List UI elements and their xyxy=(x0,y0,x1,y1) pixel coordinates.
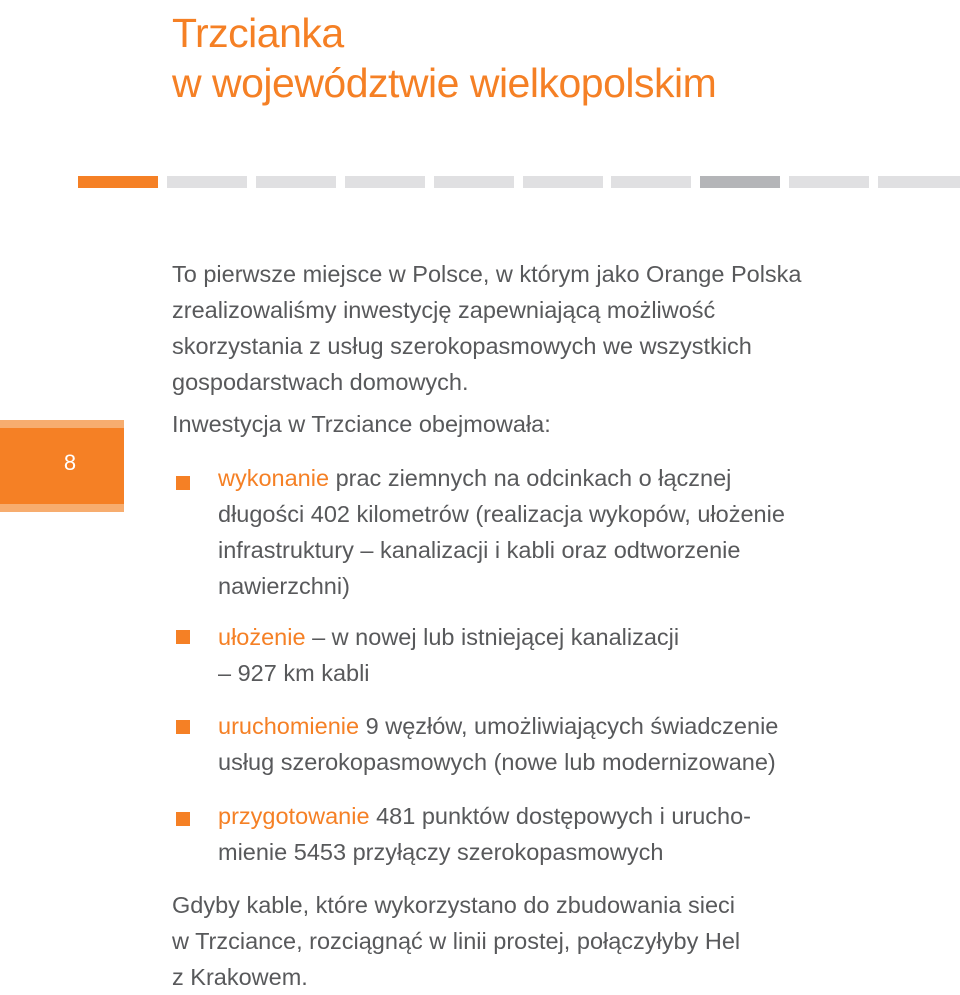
list-item: uruchomienie 9 węzłów, umożliwiających świadczenie usług szerokopasmowych (nowe lub modernizowane) xyxy=(218,713,779,775)
list-item-keyword: uruchomienie xyxy=(218,713,360,739)
page-title xyxy=(172,8,716,108)
progress-segment xyxy=(167,176,247,188)
bullet-marker xyxy=(176,630,190,644)
progress-segment-current xyxy=(700,176,780,188)
bullet-marker xyxy=(176,720,190,734)
list-item-keyword: wykonanie xyxy=(218,465,330,491)
closing-line: z Krakowem. xyxy=(172,964,308,990)
list-item-keyword: przygotowanie xyxy=(218,803,370,829)
progress-segment xyxy=(434,176,514,188)
closing-line: w Trzciance, rozciągnąć w linii prostej, połączyłyby Hel xyxy=(172,928,741,954)
intro-line: skorzystania z usług szerokopasmowych we wszystkich xyxy=(172,333,752,359)
closing-paragraph xyxy=(172,887,740,995)
progress-segment xyxy=(611,176,691,188)
bullet-marker xyxy=(176,812,190,826)
list-item: ułożenie – w nowej lub istniejącej kanalizacji – 927 km kabli xyxy=(218,624,680,686)
list-item: przygotowanie 481 punktów dostępowych i urucho- mienie 5453 przyłączy szerokopasmowych xyxy=(218,803,751,865)
intro-line: To pierwsze miejsce w Polsce, w którym jako Orange Polska xyxy=(172,261,802,287)
intro-line: zrealizowaliśmy inwestycję zapewniającą możliwość xyxy=(172,297,716,323)
progress-segment xyxy=(878,176,960,188)
bullet-marker xyxy=(176,476,190,490)
progress-segment xyxy=(789,176,869,188)
progress-segment xyxy=(345,176,425,188)
intro-paragraph xyxy=(172,256,802,400)
title-line-2: w województwie wielkopolskim xyxy=(172,60,717,106)
intro-line: gospodarstwach domowych. xyxy=(172,369,469,395)
list-item-keyword: ułożenie xyxy=(218,624,306,650)
list-lead: Inwestycja w Trzciance obejmowała: xyxy=(172,411,551,437)
closing-line: Gdyby kable, które wykorzystano do zbudowania sieci xyxy=(172,892,735,918)
title-line-1: Trzcianka xyxy=(172,10,344,56)
progress-segment xyxy=(523,176,603,188)
list-item: wykonanie prac ziemnych na odcinkach o łącznej długości 402 kilometrów (realizacja wykopów, ułożenie infrastruktury – kanalizacji i kabli oraz odtworzenie nawierzchni) xyxy=(218,465,785,599)
page-number: 8 xyxy=(63,450,77,475)
progress-segment-active xyxy=(78,176,158,188)
progress-segment xyxy=(256,176,336,188)
